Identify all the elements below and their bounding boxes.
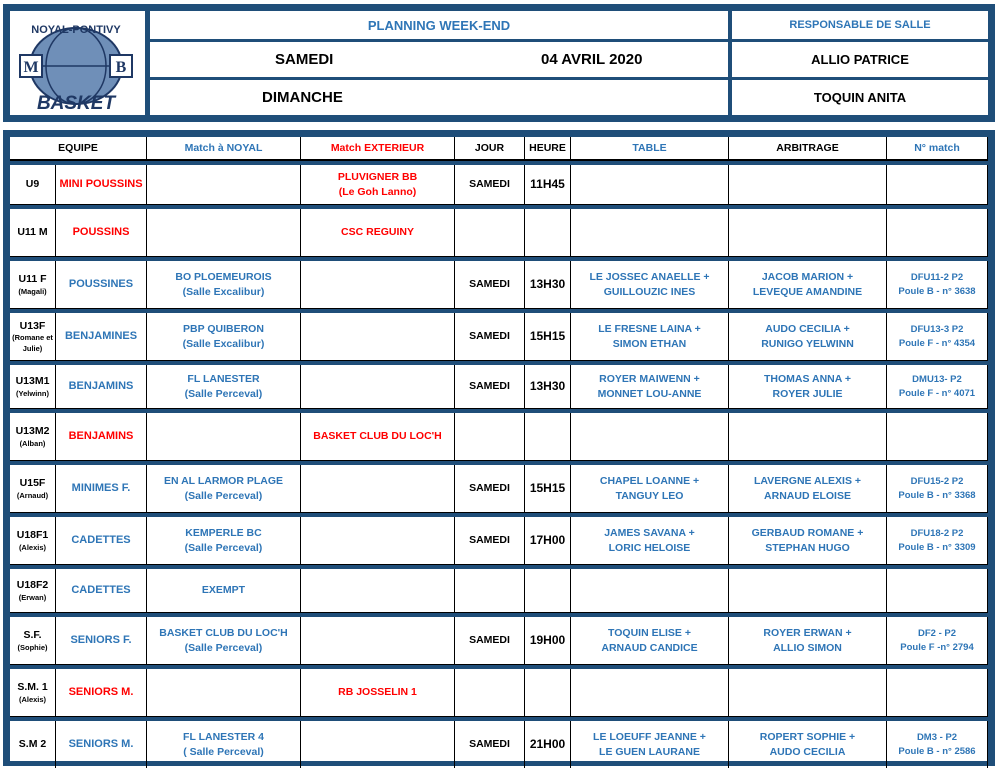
time-cell bbox=[525, 465, 571, 513]
away-match-cell bbox=[301, 465, 455, 513]
team-code-cell bbox=[10, 165, 56, 205]
referees-cell bbox=[729, 465, 887, 513]
referee-2: AUDO CECILIA bbox=[769, 745, 846, 758]
referees-cell bbox=[729, 517, 887, 565]
team-name-cell bbox=[56, 721, 147, 768]
team-name-cell bbox=[56, 165, 147, 205]
match-poule: Poule B - n° 3309 bbox=[898, 541, 976, 553]
team-coach: (Magali) bbox=[18, 286, 47, 296]
team-code: U18F1 bbox=[16, 528, 49, 541]
match-number-wrap bbox=[900, 627, 974, 654]
away-match-cell bbox=[301, 261, 455, 309]
team-code: U13F bbox=[19, 319, 46, 332]
referee-2: ALLIO SIMON bbox=[773, 641, 842, 654]
match-number-cell bbox=[887, 721, 988, 768]
referees-cell bbox=[729, 617, 887, 665]
planning-title: PLANNING WEEK-END bbox=[150, 11, 728, 39]
referees-wrap bbox=[752, 526, 864, 555]
match-time: 15H15 bbox=[529, 481, 566, 496]
match-division: DFU13-3 P2 bbox=[910, 324, 964, 336]
day-cell bbox=[455, 517, 525, 565]
match-time: 13H30 bbox=[529, 277, 566, 292]
referee-2: LEVEQUE AMANDINE bbox=[752, 285, 863, 298]
referee-1: ROYER ERWAN + bbox=[763, 626, 852, 639]
time-cell bbox=[525, 413, 571, 461]
referees-cell bbox=[729, 365, 887, 409]
team-code: U9 bbox=[25, 178, 40, 191]
referee-1: LAVERGNE ALEXIS + bbox=[753, 474, 862, 487]
referee-2: STEPHAN HUGO bbox=[765, 541, 850, 554]
col-match-noyal-label: Match à NOYAL bbox=[184, 141, 263, 154]
team-code-wrap bbox=[16, 424, 50, 449]
team-name: SENIORS M. bbox=[68, 737, 134, 750]
referees-wrap bbox=[753, 270, 862, 299]
match-number-cell bbox=[887, 517, 988, 565]
team-name-cell bbox=[56, 669, 147, 717]
team-code-wrap bbox=[12, 319, 53, 355]
team-code-cell bbox=[10, 465, 56, 513]
table-official-1: CHAPEL LOANNE + bbox=[599, 474, 700, 487]
day-cell bbox=[455, 569, 525, 613]
col-jour-label: JOUR bbox=[474, 141, 505, 154]
referees-cell bbox=[729, 165, 887, 205]
match-number-cell bbox=[887, 209, 988, 257]
referee-1: GERBAUD ROMANE + bbox=[751, 526, 864, 539]
home-match-cell bbox=[147, 313, 301, 361]
time-cell bbox=[525, 669, 571, 717]
team-name: BENJAMINES bbox=[64, 329, 138, 342]
team-name-cell bbox=[56, 261, 147, 309]
match-day: SAMEDI bbox=[469, 178, 510, 191]
referees-cell bbox=[729, 721, 887, 768]
referees-wrap bbox=[763, 626, 851, 655]
match-division: DF2 - P2 bbox=[917, 628, 956, 640]
time-cell bbox=[525, 569, 571, 613]
home-match-wrap bbox=[159, 626, 288, 655]
referee-1: THOMAS ANNA + bbox=[763, 372, 851, 385]
logo-top-text: NOYAL-PONTIVY bbox=[31, 24, 121, 36]
match-division: DMU13- P2 bbox=[912, 374, 962, 386]
home-opponent: PBP QUIBERON bbox=[183, 322, 264, 335]
day-cell bbox=[455, 617, 525, 665]
team-code-wrap bbox=[26, 177, 39, 192]
table-official-2: SIMON ETHAN bbox=[612, 337, 687, 350]
home-match-wrap bbox=[175, 270, 271, 299]
table-official-2: GUILLOUZIC INES bbox=[603, 285, 696, 298]
col-match-number-label: N° match bbox=[914, 141, 960, 154]
col-match-exterieur-label: Match EXTERIEUR bbox=[330, 141, 425, 154]
match-number-cell bbox=[887, 313, 988, 361]
team-coach: (Erwan) bbox=[18, 592, 47, 602]
team-coach: (Alexis) bbox=[18, 542, 47, 552]
match-number-cell bbox=[887, 413, 988, 461]
table-officials-cell bbox=[571, 721, 729, 768]
match-time: 11H45 bbox=[530, 177, 565, 192]
team-name: BENJAMINS bbox=[68, 379, 134, 392]
team-name-cell bbox=[56, 617, 147, 665]
table-officials-cell bbox=[571, 165, 729, 205]
table-official-2: ARNAUD CANDICE bbox=[601, 641, 698, 654]
home-opponent: BASKET CLUB DU LOC'H bbox=[159, 626, 288, 639]
match-division: DFU11-2 P2 bbox=[910, 272, 964, 284]
time-cell bbox=[525, 209, 571, 257]
match-number-cell bbox=[887, 365, 988, 409]
referee-1: JACOB MARION + bbox=[761, 270, 854, 283]
table-officials-wrap bbox=[593, 730, 706, 759]
referees-cell bbox=[729, 209, 887, 257]
home-opponent: FL LANESTER 4 bbox=[183, 730, 264, 743]
logo-letter-m: M bbox=[23, 59, 39, 76]
header-col-table bbox=[571, 137, 729, 161]
day-cell bbox=[455, 465, 525, 513]
home-match-cell bbox=[147, 721, 301, 768]
referees-cell bbox=[729, 569, 887, 613]
away-opponent: RB JOSSELIN 1 bbox=[338, 686, 417, 699]
team-name-cell bbox=[56, 313, 147, 361]
team-coach: (Romane et Julie) bbox=[12, 333, 53, 353]
table-officials-wrap bbox=[601, 626, 697, 655]
away-match-cell bbox=[301, 517, 455, 565]
home-match-cell bbox=[147, 617, 301, 665]
table-official-1: TOQUIN ELISE + bbox=[608, 626, 691, 639]
team-coach: (Alban) bbox=[19, 438, 46, 448]
table-officials-cell bbox=[571, 465, 729, 513]
time-cell bbox=[525, 517, 571, 565]
team-code-wrap bbox=[16, 374, 50, 399]
match-number-wrap bbox=[899, 373, 975, 400]
team-name-cell bbox=[56, 517, 147, 565]
team-code-cell bbox=[10, 617, 56, 665]
match-day: SAMEDI bbox=[469, 534, 510, 547]
home-match-cell bbox=[147, 569, 301, 613]
header-col-heure bbox=[525, 137, 571, 161]
sunday-row bbox=[150, 80, 728, 115]
time-cell bbox=[525, 313, 571, 361]
referees-cell bbox=[729, 313, 887, 361]
home-venue: (Salle Perceval) bbox=[184, 387, 263, 400]
team-code-cell bbox=[10, 669, 56, 717]
home-match-cell bbox=[147, 261, 301, 309]
match-day: SAMEDI bbox=[469, 278, 510, 291]
logo-letter-b: B bbox=[115, 59, 127, 76]
match-day: SAMEDI bbox=[469, 482, 510, 495]
match-poule: Poule F - n° 4071 bbox=[898, 387, 976, 399]
home-match-wrap bbox=[183, 730, 264, 759]
team-coach: (Arnaud) bbox=[16, 490, 49, 500]
match-day: SAMEDI bbox=[469, 330, 510, 343]
away-opponent: CSC REGUINY bbox=[341, 226, 414, 239]
referee-2: ROYER JULIE bbox=[772, 387, 843, 400]
team-code-cell bbox=[10, 413, 56, 461]
match-time: 21H00 bbox=[529, 737, 566, 752]
match-poule: Poule B - n° 3638 bbox=[898, 285, 976, 297]
home-venue: ( Salle Perceval) bbox=[183, 745, 264, 758]
team-code-cell bbox=[10, 261, 56, 309]
col-heure-label: HEURE bbox=[529, 141, 566, 154]
referees-wrap bbox=[760, 730, 855, 759]
time-cell bbox=[525, 617, 571, 665]
away-match-cell bbox=[301, 721, 455, 768]
table-officials-cell bbox=[571, 669, 729, 717]
team-code: U13M2 bbox=[15, 424, 50, 437]
match-day: SAMEDI bbox=[469, 738, 510, 751]
away-match-cell bbox=[301, 617, 455, 665]
referees-cell bbox=[729, 413, 887, 461]
match-poule: Poule F - n° 4354 bbox=[898, 337, 976, 349]
referee-2: ARNAUD ELOISE bbox=[764, 489, 851, 502]
home-match-cell bbox=[147, 413, 301, 461]
schedule-table bbox=[10, 137, 988, 761]
home-match-wrap bbox=[183, 322, 265, 351]
table-officials-cell bbox=[571, 413, 729, 461]
referee-1: ROPERT SOPHIE + bbox=[759, 730, 856, 743]
away-match-wrap bbox=[338, 685, 417, 700]
table-officials-cell bbox=[571, 569, 729, 613]
table-official-2: LE GUEN LAURANE bbox=[599, 745, 700, 758]
team-name: SENIORS F. bbox=[70, 633, 132, 646]
home-venue: (Salle Excalibur) bbox=[182, 285, 265, 298]
team-code-cell bbox=[10, 313, 56, 361]
home-venue: (Salle Perceval) bbox=[184, 541, 263, 554]
match-number-cell bbox=[887, 261, 988, 309]
home-opponent: FL LANESTER bbox=[187, 372, 260, 385]
team-code: U13M1 bbox=[15, 374, 50, 387]
away-match-cell bbox=[301, 413, 455, 461]
table-officials-cell bbox=[571, 365, 729, 409]
time-cell bbox=[525, 261, 571, 309]
day-cell bbox=[455, 209, 525, 257]
table-officials-wrap bbox=[598, 372, 702, 401]
schedule-frame bbox=[3, 130, 995, 766]
day-cell bbox=[455, 669, 525, 717]
table-officials-wrap bbox=[600, 474, 699, 503]
table-official-2: LORIC HELOISE bbox=[608, 541, 691, 554]
team-code-cell bbox=[10, 365, 56, 409]
col-table-label: TABLE bbox=[632, 141, 667, 154]
home-match-wrap bbox=[164, 474, 283, 503]
header-col-jour bbox=[455, 137, 525, 161]
team-name: CADETTES bbox=[71, 533, 131, 546]
team-name-cell bbox=[56, 569, 147, 613]
team-name-cell bbox=[56, 413, 147, 461]
team-code-wrap bbox=[17, 225, 47, 240]
team-name-cell bbox=[56, 465, 147, 513]
table-officials-cell bbox=[571, 209, 729, 257]
table-official-1: LE FRESNE LAINA + bbox=[598, 322, 701, 335]
team-name-cell bbox=[56, 365, 147, 409]
match-poule: Poule F -n° 2794 bbox=[900, 641, 974, 653]
away-opponent: BASKET CLUB DU LOC'H bbox=[313, 430, 442, 443]
team-code-cell bbox=[10, 209, 56, 257]
team-name: MINIMES F. bbox=[71, 481, 131, 494]
table-officials-cell bbox=[571, 517, 729, 565]
referees-wrap bbox=[761, 322, 854, 351]
team-code: S.F. bbox=[23, 628, 42, 641]
table-officials-wrap bbox=[604, 526, 695, 555]
table-official-1: ROYER MAIWENN + bbox=[599, 372, 700, 385]
home-match-wrap bbox=[202, 583, 245, 598]
away-match-cell bbox=[301, 209, 455, 257]
team-code-wrap bbox=[17, 680, 47, 705]
match-time: 13H30 bbox=[529, 379, 566, 394]
saturday-row bbox=[150, 42, 728, 77]
table-official-2: MONNET LOU-ANNE bbox=[597, 387, 702, 400]
match-number-wrap bbox=[898, 527, 975, 554]
home-venue: (Salle Perceval) bbox=[184, 641, 263, 654]
team-code: U11 F bbox=[18, 272, 47, 285]
sunday-label: DIMANCHE bbox=[262, 89, 343, 106]
home-opponent: BO PLOEMEUROIS bbox=[175, 270, 272, 283]
table-officials-cell bbox=[571, 617, 729, 665]
match-number-cell bbox=[887, 669, 988, 717]
time-cell bbox=[525, 365, 571, 409]
time-cell bbox=[525, 165, 571, 205]
match-poule: Poule B - n° 2586 bbox=[898, 745, 976, 757]
table-official-1: JAMES SAVANA + bbox=[604, 526, 695, 539]
team-code-wrap bbox=[18, 272, 46, 297]
home-venue: (Salle Perceval) bbox=[184, 489, 263, 502]
team-name: POUSSINES bbox=[68, 277, 134, 290]
match-poule: Poule B - n° 3368 bbox=[898, 489, 976, 501]
team-code-wrap bbox=[18, 628, 48, 653]
team-code-wrap bbox=[19, 737, 46, 752]
header-equipe-label: EQUIPE bbox=[58, 141, 98, 154]
match-day: SAMEDI bbox=[469, 380, 510, 393]
table-official-1: LE JOSSEC ANAELLE + bbox=[589, 270, 710, 283]
match-number-wrap bbox=[898, 271, 975, 298]
match-number-cell bbox=[887, 465, 988, 513]
home-match-wrap bbox=[185, 526, 263, 555]
home-match-cell bbox=[147, 517, 301, 565]
sunday-responsible: TOQUIN ANITA bbox=[732, 80, 988, 115]
home-opponent: EN AL LARMOR PLAGE bbox=[163, 474, 283, 487]
match-division: DM3 - P2 bbox=[916, 732, 958, 744]
saturday-label: SAMEDI bbox=[275, 51, 334, 68]
team-name: SENIORS M. bbox=[68, 685, 134, 698]
match-number-wrap bbox=[899, 323, 975, 350]
away-match-cell bbox=[301, 669, 455, 717]
away-match-wrap bbox=[341, 225, 414, 240]
referee-1: AUDO CECILIA + bbox=[765, 322, 850, 335]
match-division: DFU18-2 P2 bbox=[910, 528, 964, 540]
match-division: DFU15-2 P2 bbox=[910, 476, 964, 488]
team-name: MINI POUSSINS bbox=[59, 177, 143, 190]
match-number-cell bbox=[887, 617, 988, 665]
away-opponent: PLUVIGNER BB bbox=[337, 170, 418, 183]
home-venue: (Salle Excalibur) bbox=[182, 337, 265, 350]
header-equipe bbox=[10, 137, 147, 161]
col-arbitrage-label: ARBITRAGE bbox=[776, 141, 839, 154]
header-col-match-exterieur bbox=[301, 137, 455, 161]
day-cell bbox=[455, 365, 525, 409]
club-logo bbox=[10, 11, 145, 115]
table-officials-wrap bbox=[598, 322, 701, 351]
home-match-cell bbox=[147, 165, 301, 205]
team-code-cell bbox=[10, 569, 56, 613]
match-time: 15H15 bbox=[529, 329, 566, 344]
team-coach: (Sophie) bbox=[17, 642, 48, 652]
team-code: S.M 2 bbox=[18, 738, 47, 751]
header-frame bbox=[3, 4, 995, 122]
away-match-wrap bbox=[313, 429, 442, 444]
home-match-wrap bbox=[185, 372, 263, 401]
away-match-cell bbox=[301, 569, 455, 613]
day-cell bbox=[455, 721, 525, 768]
table-official-2: TANGUY LEO bbox=[615, 489, 684, 502]
team-code-wrap bbox=[17, 528, 49, 553]
home-match-cell bbox=[147, 465, 301, 513]
match-number-cell bbox=[887, 569, 988, 613]
table-official-1: LE LOEUFF JEANNE + bbox=[593, 730, 706, 743]
logo-bottom-text: BASKET bbox=[36, 93, 116, 114]
day-cell bbox=[455, 165, 525, 205]
team-code: U18F2 bbox=[16, 578, 49, 591]
header-col-match-noyal bbox=[147, 137, 301, 161]
team-code-wrap bbox=[17, 578, 49, 603]
header-col-arbitrage bbox=[729, 137, 887, 161]
team-name: POUSSINS bbox=[72, 225, 130, 238]
team-name: BENJAMINS bbox=[68, 429, 134, 442]
match-day: SAMEDI bbox=[469, 634, 510, 647]
home-match-cell bbox=[147, 365, 301, 409]
home-opponent: KEMPERLE BC bbox=[185, 526, 262, 539]
match-number-cell bbox=[887, 165, 988, 205]
day-cell bbox=[455, 413, 525, 461]
home-match-cell bbox=[147, 669, 301, 717]
day-cell bbox=[455, 313, 525, 361]
match-number-wrap bbox=[898, 475, 975, 502]
away-match-cell bbox=[301, 165, 455, 205]
time-cell bbox=[525, 721, 571, 768]
team-code-cell bbox=[10, 721, 56, 768]
away-venue: (Le Goh Lanno) bbox=[338, 185, 417, 198]
team-name: CADETTES bbox=[71, 583, 131, 596]
team-coach: (Alexis) bbox=[18, 694, 47, 704]
team-coach: (Yelwinn) bbox=[16, 388, 49, 398]
saturday-date: 04 AVRIL 2020 bbox=[541, 51, 643, 68]
team-code-cell bbox=[10, 517, 56, 565]
home-match-cell bbox=[147, 209, 301, 257]
match-time: 17H00 bbox=[529, 533, 566, 548]
team-code: S.M. 1 bbox=[17, 680, 48, 693]
referees-wrap bbox=[754, 474, 861, 503]
basketball-logo-icon bbox=[10, 11, 145, 115]
referees-wrap bbox=[764, 372, 851, 401]
referees-cell bbox=[729, 669, 887, 717]
home-opponent: EXEMPT bbox=[201, 584, 246, 597]
day-cell bbox=[455, 261, 525, 309]
team-code: U11 M bbox=[17, 226, 48, 239]
table-officials-cell bbox=[571, 261, 729, 309]
saturday-responsible: ALLIO PATRICE bbox=[732, 42, 988, 77]
responsable-label: RESPONSABLE DE SALLE bbox=[732, 11, 988, 39]
header-col-match-number bbox=[887, 137, 988, 161]
away-match-cell bbox=[301, 365, 455, 409]
match-time: 19H00 bbox=[529, 633, 566, 648]
referee-2: RUNIGO YELWINN bbox=[761, 337, 854, 350]
away-match-cell bbox=[301, 313, 455, 361]
team-code-wrap bbox=[17, 476, 48, 501]
away-match-wrap bbox=[338, 170, 417, 199]
match-number-wrap bbox=[898, 731, 975, 758]
table-officials-wrap bbox=[589, 270, 709, 299]
team-name-cell bbox=[56, 209, 147, 257]
team-code: U15F bbox=[19, 476, 46, 489]
referees-cell bbox=[729, 261, 887, 309]
table-officials-cell bbox=[571, 313, 729, 361]
